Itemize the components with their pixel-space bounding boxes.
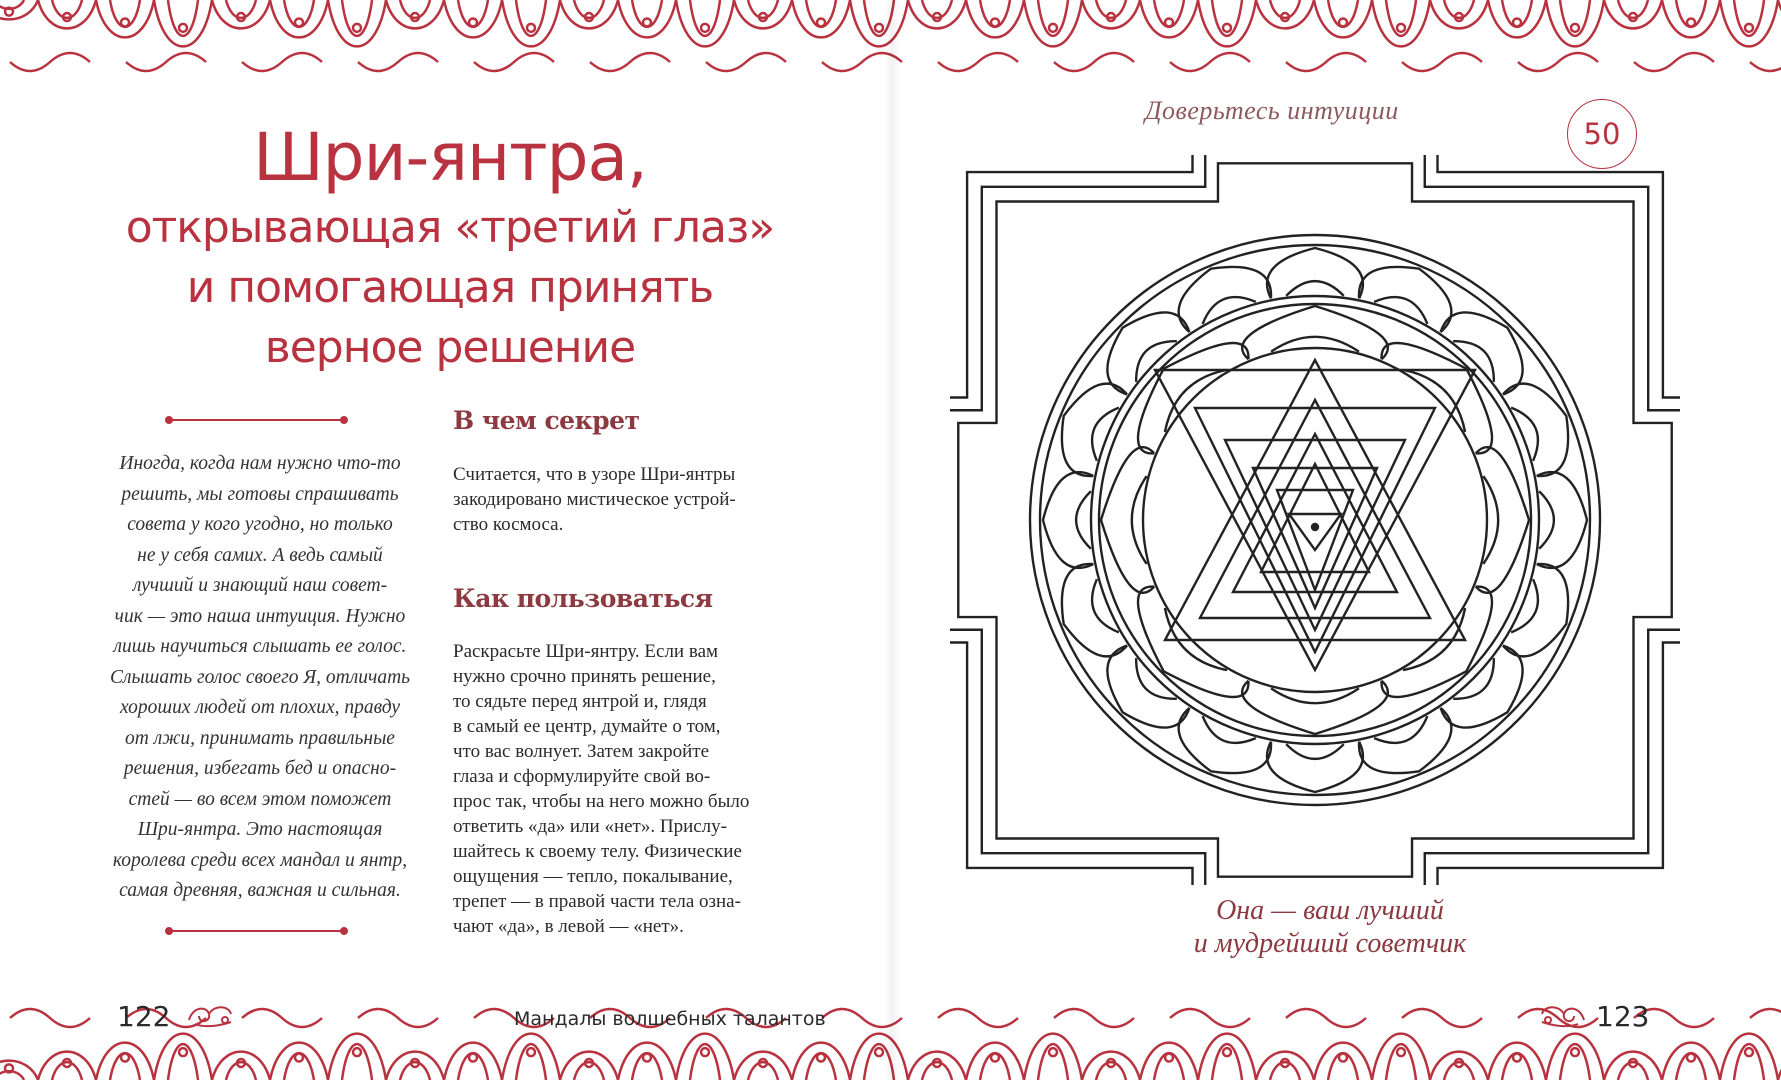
ornament-wave	[1518, 53, 1598, 71]
illustration-caption	[1080, 894, 1580, 960]
ornament-dot	[1687, 1054, 1695, 1062]
body-line: Считается, что в узоре Шри-янтры	[453, 464, 736, 485]
ornament-dot	[179, 1048, 187, 1056]
body-line: шайтесь к своему телу. Физические	[453, 841, 742, 862]
running-title: Мандалы волшебных талантов	[514, 1008, 826, 1030]
ornament-dot	[1397, 24, 1405, 32]
ornament-scallop-inner	[806, 0, 836, 27]
ornament-wave	[1402, 53, 1482, 71]
ornament-dot	[121, 18, 129, 26]
ornament-dot	[1571, 24, 1579, 32]
lotus-petal-inner	[1374, 297, 1427, 324]
title-line-1: Шри-янтра,	[253, 119, 647, 196]
bhupura-outline	[950, 155, 1680, 885]
lotus-petal	[1267, 742, 1363, 792]
lotus-petal	[1101, 447, 1154, 593]
ornament-scallop-inner	[284, 0, 314, 27]
ornament-dot	[1397, 1048, 1405, 1056]
ornament-dot	[991, 18, 999, 26]
body-line: ответить «да» или «нет». Прислу-	[453, 816, 727, 837]
ornament-scallop-inner	[980, 1053, 1010, 1080]
ornament-dot	[1049, 24, 1057, 32]
ornament-dot	[643, 18, 651, 26]
ornament-scallop-inner	[1328, 1053, 1358, 1080]
page-number-left: 122	[117, 1000, 171, 1033]
ornament-dot	[527, 24, 535, 32]
down-triangle	[1155, 370, 1475, 670]
ornament-scallop-inner	[284, 1053, 314, 1080]
ornament-scallop-inner	[400, 0, 430, 18]
ornament-scallop-inner	[1038, 0, 1068, 36]
yantra-outer-lotus-petals	[1043, 248, 1587, 792]
ornament-wave	[1402, 1009, 1482, 1027]
ornament-dot	[817, 1054, 825, 1062]
intro-line: совета у кого угодно, но только	[127, 514, 393, 535]
book-gutter	[884, 0, 900, 1080]
ornament-scallop-inner	[748, 0, 778, 18]
ornament-dot	[701, 1048, 709, 1056]
yantra-outer-circle	[1030, 235, 1600, 805]
ornament-wave	[938, 53, 1018, 71]
ornament-wave	[10, 1009, 90, 1027]
intro-line: лучший и знающий наш совет-	[132, 575, 388, 596]
intro-line: лишь научиться слышать ее голос.	[113, 636, 407, 657]
ornament-scallop-inner	[632, 0, 662, 27]
ornament-dot	[5, 1064, 13, 1072]
ornament-dot	[527, 1048, 535, 1056]
ornament-scallop-inner	[1154, 0, 1184, 27]
page-title	[60, 118, 840, 378]
ornament-scallop-inner	[458, 1053, 488, 1080]
ornament-scallop-inner	[1270, 0, 1300, 18]
ornament-dot	[991, 1054, 999, 1062]
ornament-dot	[817, 18, 825, 26]
ornament-wave	[242, 1009, 322, 1027]
ornament-scallop-inner	[1328, 0, 1358, 27]
ornament-dot	[1165, 18, 1173, 26]
ornament-dot	[1223, 1048, 1231, 1056]
body-line: закодировано мистическое устрой-	[453, 489, 736, 510]
ornament-scallop-inner	[168, 1044, 198, 1080]
ornament-dot	[1339, 1054, 1347, 1062]
ornament-scallop-inner	[1734, 0, 1764, 36]
lotus-petal-inner	[1092, 579, 1119, 632]
ornament-wave	[474, 53, 554, 71]
ornament-wave	[938, 1009, 1018, 1027]
lotus-petal	[1242, 681, 1388, 734]
ornament-dot	[1223, 24, 1231, 32]
body-line: в самый ее центр, думайте о том,	[453, 716, 721, 737]
ornament-dot	[1745, 1048, 1753, 1056]
ornament-scallop-inner	[1560, 1044, 1590, 1080]
ornament-scallop-inner	[1386, 1044, 1416, 1080]
ornament-wave	[1750, 1009, 1781, 1027]
swirl-ornament-icon	[1538, 1000, 1588, 1028]
badge-number: 50	[1583, 117, 1621, 151]
ornament-scallop-inner	[226, 0, 256, 18]
ornament-wave	[1170, 1009, 1250, 1027]
lotus-petal-inner	[1271, 337, 1359, 352]
section-body-usage	[453, 639, 749, 939]
intro-divider-top	[165, 415, 348, 425]
ornament-scallop-inner	[574, 0, 604, 18]
ornament-dot	[295, 1054, 303, 1062]
ornament-dot	[353, 1048, 361, 1056]
section-label: Доверьтесь интуиции	[1145, 96, 1399, 125]
lotus-petal	[1476, 447, 1529, 593]
lotus-petal	[1537, 472, 1587, 568]
body-line: чают «да», в левой — «нет».	[453, 916, 684, 937]
ornament-wave	[1170, 53, 1250, 71]
body-line: глаза и сформулируйте свой во-	[453, 766, 711, 787]
ornament-scallop-inner	[342, 1044, 372, 1080]
body-line: ощущения — тепло, покалывание,	[453, 866, 733, 887]
body-line: что вас волнует. Затем закройте	[453, 741, 710, 762]
ornament-scallop-inner	[632, 1053, 662, 1080]
ornament-wave	[358, 1009, 438, 1027]
ornament-wave	[706, 53, 786, 71]
ornament-wave	[126, 53, 206, 71]
ornament-dot	[295, 18, 303, 26]
intro-line: королева среди всех мандал и янтр,	[112, 849, 408, 871]
intro-line: Иногда, когда нам нужно что-то	[119, 453, 401, 474]
ornament-dot	[1049, 1048, 1057, 1056]
intro-line: самая древняя, важная и сильная.	[119, 880, 401, 901]
ornament-dot	[179, 24, 187, 32]
caption-line-2: и мудрейший советчик	[1193, 928, 1467, 959]
ornament-scallop-inner	[1618, 1062, 1648, 1080]
ornament-scallop-inner	[1212, 0, 1242, 36]
caption-line-1: Она — ваш лучший	[1216, 895, 1444, 926]
up-triangle	[1261, 464, 1369, 572]
page-number-right: 123	[1596, 1000, 1650, 1033]
ornament-wave	[590, 53, 670, 71]
ornament-scallop-inner	[1618, 0, 1648, 18]
yantra-middle-circle	[1091, 296, 1539, 744]
ornament-scallop-inner	[1502, 0, 1532, 27]
ornament-scallop-inner	[1734, 1044, 1764, 1080]
swirl-ornament-icon	[185, 1000, 235, 1028]
yantra-bindu	[1312, 524, 1318, 530]
intro-line: решить, мы готовы спрашивать	[121, 483, 399, 505]
lotus-petal-inner	[1271, 688, 1359, 703]
intro-text	[86, 449, 434, 907]
intro-line: хороших людей от плохих, правду	[119, 697, 401, 718]
ornament-scallop-inner	[1676, 1053, 1706, 1080]
title-line-3: и помогающая принять	[186, 262, 714, 313]
lotus-petal	[1267, 248, 1363, 298]
lotus-petal	[1043, 472, 1093, 568]
ornament-scallop-inner	[110, 0, 140, 27]
ornament-wave	[1054, 1009, 1134, 1027]
ornament-scallop-inner	[1560, 0, 1590, 36]
ornament-dot	[1165, 1054, 1173, 1062]
ornament-dot	[121, 1054, 129, 1062]
ornament-scallop-inner	[1444, 1062, 1474, 1080]
sri-yantra-illustration	[950, 155, 1680, 885]
ornament-wave	[1286, 53, 1366, 71]
bhupura-outline	[950, 155, 1680, 885]
title-line-2: открывающая «третий глаз»	[125, 202, 775, 253]
ornament-scallop-inner	[52, 0, 82, 18]
intro-line: чик — это наша интуиция. Нужно	[114, 605, 406, 627]
lotus-petal-inner	[1132, 476, 1147, 564]
ornament-scallop-inner	[400, 1062, 430, 1080]
ornament-scallop-inner	[1212, 1044, 1242, 1080]
ornament-scallop-inner	[922, 1062, 952, 1080]
lotus-petal-inner	[1076, 491, 1091, 549]
ornament-wave	[1634, 53, 1714, 71]
ornament-scallop-inner	[458, 0, 488, 27]
ornament-scallop-inner	[226, 1062, 256, 1080]
ornament-scallop-inner	[690, 0, 720, 36]
section-heading-secret: В чем секрет	[453, 406, 640, 435]
body-line: нужно срочно принять решение,	[453, 666, 716, 687]
ornament-scallop-inner	[1676, 0, 1706, 27]
ornament-dot	[1513, 18, 1521, 26]
lotus-petal-inner	[1092, 408, 1119, 461]
ornament-wave	[358, 53, 438, 71]
ornament-scallop-inner	[52, 1062, 82, 1080]
ornament-dot	[1513, 1054, 1521, 1062]
section-body-secret	[453, 462, 736, 537]
body-line: Раскрасьте Шри-янтру. Если вам	[453, 641, 719, 662]
lotus-petal-inner	[1286, 744, 1344, 759]
section-heading-usage: Как пользоваться	[453, 584, 713, 613]
ornament-scallop-inner	[1096, 0, 1126, 18]
ornament-dot	[1339, 18, 1347, 26]
body-line: ство космоса.	[453, 514, 564, 535]
intro-line: решения, избегать бед и опасно-	[123, 758, 397, 779]
ornament-scallop-inner	[1096, 1062, 1126, 1080]
ornament-scallop-inner	[168, 0, 198, 36]
body-line: прос так, чтобы на него можно было	[453, 791, 750, 812]
ornament-scallop-inner	[806, 1053, 836, 1080]
ornament-wave	[1286, 1009, 1366, 1027]
ornament-dot	[1687, 18, 1695, 26]
ornament-scallop-inner	[1270, 1062, 1300, 1080]
ornament-dot	[701, 24, 709, 32]
lotus-petal-inner	[1483, 476, 1498, 564]
intro-line: стей — во всем этом поможет	[128, 788, 392, 810]
ornament-scallop-inner	[1502, 1053, 1532, 1080]
intro-divider-bottom	[165, 926, 348, 936]
ornament-scallop-inner	[1038, 1044, 1068, 1080]
intro-line: Слышать голос своего Я, отличать	[109, 666, 411, 688]
lotus-petal-inner	[1511, 408, 1538, 461]
ornament-scallop-inner	[516, 0, 546, 36]
ornament-dot	[1571, 1048, 1579, 1056]
lotus-petal-inner	[1203, 716, 1256, 743]
lotus-petal-inner	[1203, 297, 1256, 324]
ornament-dot	[5, 8, 13, 16]
yantra-interlocking-triangles	[1155, 360, 1475, 670]
intro-line: Шри-янтра. Это настоящая	[137, 819, 383, 840]
body-line: то сядьте перед янтрой и, глядя	[453, 691, 707, 712]
bhupura-outline	[958, 163, 1671, 876]
ornament-dot	[1745, 24, 1753, 32]
ornament-scallop-inner	[980, 0, 1010, 27]
ornament-scallop-inner	[1154, 1053, 1184, 1080]
ornament-scallop-inner	[342, 0, 372, 36]
ornament-scallop-inner	[690, 1044, 720, 1080]
ornament-dot	[875, 1048, 883, 1056]
lotus-petal-inner	[1374, 716, 1427, 743]
ornament-dot	[875, 24, 883, 32]
ornament-wave	[10, 53, 90, 71]
ornament-scallop-inner	[574, 1062, 604, 1080]
ornament-scallop-inner	[110, 1053, 140, 1080]
ornament-dot	[643, 1054, 651, 1062]
intro-line: от лжи, принимать правильные	[125, 727, 395, 749]
ornament-dot	[469, 1054, 477, 1062]
lotus-petal-inner	[1539, 491, 1554, 549]
title-line-4: верное решение	[264, 322, 636, 373]
intro-line: не у себя самих. А ведь самый	[137, 544, 383, 566]
lotus-petal-inner	[1286, 281, 1344, 296]
body-line: трепет — в правой части тела озна-	[453, 891, 741, 912]
ornament-wave	[1054, 53, 1134, 71]
ornament-scallop-inner	[1386, 0, 1416, 36]
ornament-scallop-inner	[516, 1044, 546, 1080]
ornament-scallop-inner	[748, 1062, 778, 1080]
ornament-wave	[242, 53, 322, 71]
ornament-dot	[353, 24, 361, 32]
lotus-petal	[1242, 306, 1388, 359]
lotus-petal-inner	[1511, 579, 1538, 632]
ornament-wave	[1750, 53, 1781, 71]
yantra-outer-square-gates	[950, 155, 1680, 885]
ornament-scallop-inner	[1444, 0, 1474, 18]
ornament-scallop-inner	[922, 0, 952, 18]
ornament-dot	[469, 18, 477, 26]
